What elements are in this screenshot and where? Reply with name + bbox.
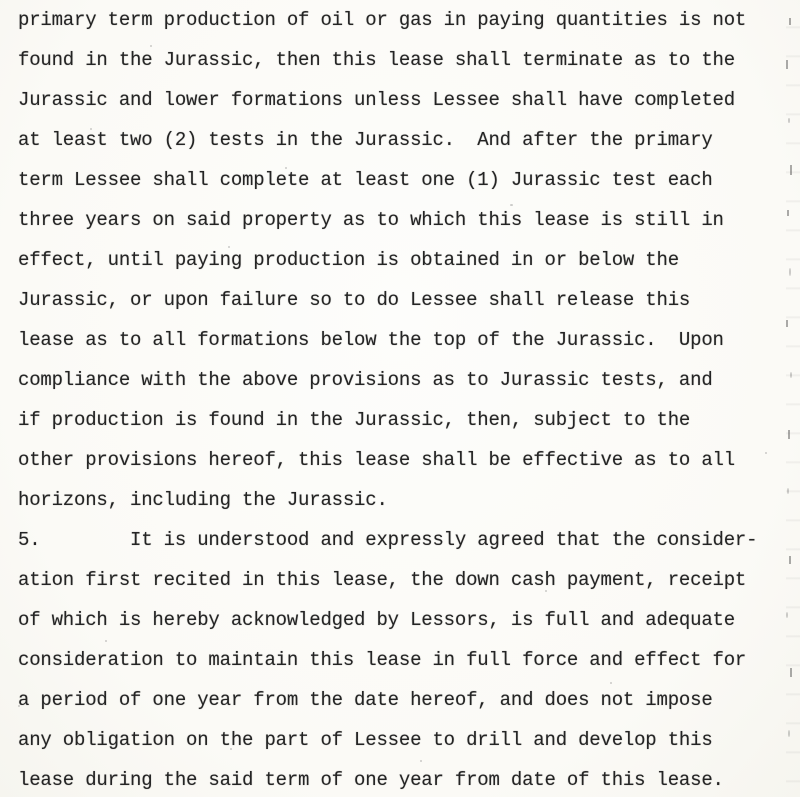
document-line: any obligation on the part of Lessee to drill and develop this [18, 729, 713, 751]
document-line: lease during the said term of one year from date of this lease. [18, 769, 724, 791]
document-line: Jurassic, or upon failure so to do Lessee shall release this [18, 289, 691, 311]
document-line: if production is found in the Jurassic, then, subject to the [18, 409, 691, 431]
document-line: three years on said property as to which this lease is still in [18, 209, 724, 231]
document-line: effect, until paying production is obtained in or below the [18, 249, 679, 271]
document-line: Jurassic and lower formations unless Lessee shall have completed [18, 89, 735, 111]
document-line: consideration to maintain this lease in full force and effect for [18, 649, 747, 671]
document-line: a period of one year from the date hereof, and does not impose [18, 689, 713, 711]
document-line: lease as to all formations below the top of the Jurassic. Upon [18, 329, 724, 351]
document-line: horizons, including the Jurassic. [18, 489, 388, 511]
document-line: primary term production of oil or gas in paying quantities is not [18, 9, 747, 31]
document-line-paragraph-5: 5. It is understood and expressly agreed that the consider- [18, 529, 758, 551]
document-line: at least two (2) tests in the Jurassic. And after the primary [18, 129, 713, 151]
document-line: ation first recited in this lease, the down cash payment, receipt [18, 569, 747, 591]
document-line: compliance with the above provisions as to Jurassic tests, and [18, 369, 713, 391]
document-line: other provisions hereof, this lease shall be effective as to all [18, 449, 735, 471]
document-line: of which is hereby acknowledged by Lessors, is full and adequate [18, 609, 735, 631]
document-line: found in the Jurassic, then this lease shall terminate as to the [18, 49, 735, 71]
document-line: term Lessee shall complete at least one (1) Jurassic test each [18, 169, 713, 191]
document-text [18, 0, 790, 797]
